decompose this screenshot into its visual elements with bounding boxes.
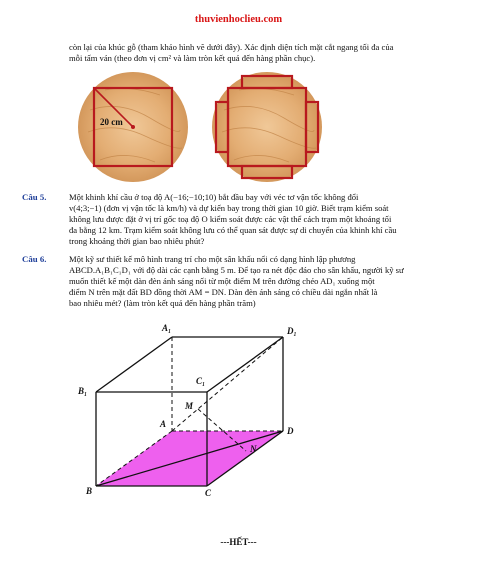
label-D1: D₁ [287,326,297,336]
q5-label: Câu 5. [22,192,47,202]
diagonal-AD1-hidden [172,337,283,431]
q5-line-5: trong khoảng thời gian bao nhiêu phút? [69,236,205,246]
label-M: M [185,401,194,411]
intro-line-2: mỗi tấm ván (theo đơn vị cm² và làm tròn kết quả đến hàng phần chục). [69,53,316,63]
edge-A1B1 [96,337,172,392]
intro-line-1: còn lại của khúc gỗ (tham khảo hình vẽ dưới đây). Xác định diện tích mặt cắt ngang tối đa của [69,42,394,52]
q6-line-3: muốn thiết kế một dàn đèn ánh sáng nối từ một điểm M trên đường chéo AD₁ xuống một [69,276,375,286]
site-watermark: thuvienhoclieu.com [194,14,283,25]
q5-line-2: v(4;3;−1) (đơn vị vận tốc là km/h) và dự kiến bay trong thời gian 10 giờ. Biết trạm kiểm soát [69,203,389,213]
label-N: N [250,444,257,454]
radius-label: 20 cm [100,117,123,127]
q6-label: Câu 6. [22,254,47,264]
q6-line-1: Một kỹ sư thiết kế mô hình trang trí cho một sân khấu nổi có dạng hình lập phương [69,254,356,264]
q6-line-4: điểm N trên mặt đất BD đồng thời AM = DN. Dàn đèn ánh sáng có chiều dài ngắn nhất là [69,287,378,297]
label-B1: B₁ [78,386,88,396]
label-A: A [160,419,167,429]
q5-line-4: đa bằng 12 km. Trạm kiểm soát không lưu có thể quan sát được sự di chuyển của khinh khí cầu [69,225,397,235]
q5-line-1: Một khinh khí cầu ở toạ độ A(−16;−10;10) bắt đầu bay với véc tơ vận tốc không đổi [69,192,359,202]
label-C: C [205,488,212,498]
q6-line-2: ABCD.A₁B₁C₁D₁ với độ dài các cạnh bằng 5 m. Để tạo ra nét độc đáo cho sân khấu, người kỹ sư [69,265,404,275]
label-B: B [86,486,93,496]
label-A1: A₁ [162,323,172,333]
q6-line-5: bao nhiêu mét? (làm tròn kết quả đến hàng phần trăm) [69,298,256,308]
edge-D1C1 [207,337,283,392]
label-C1: C₁ [196,376,206,386]
q5-line-3: không lưu được đặt ở vị trí gốc toạ độ O kiểm soát được các vật thể cách trạm một khoảng tối [69,214,392,224]
end-marker: ---HẾT--- [220,537,257,547]
label-D: D [287,426,294,436]
